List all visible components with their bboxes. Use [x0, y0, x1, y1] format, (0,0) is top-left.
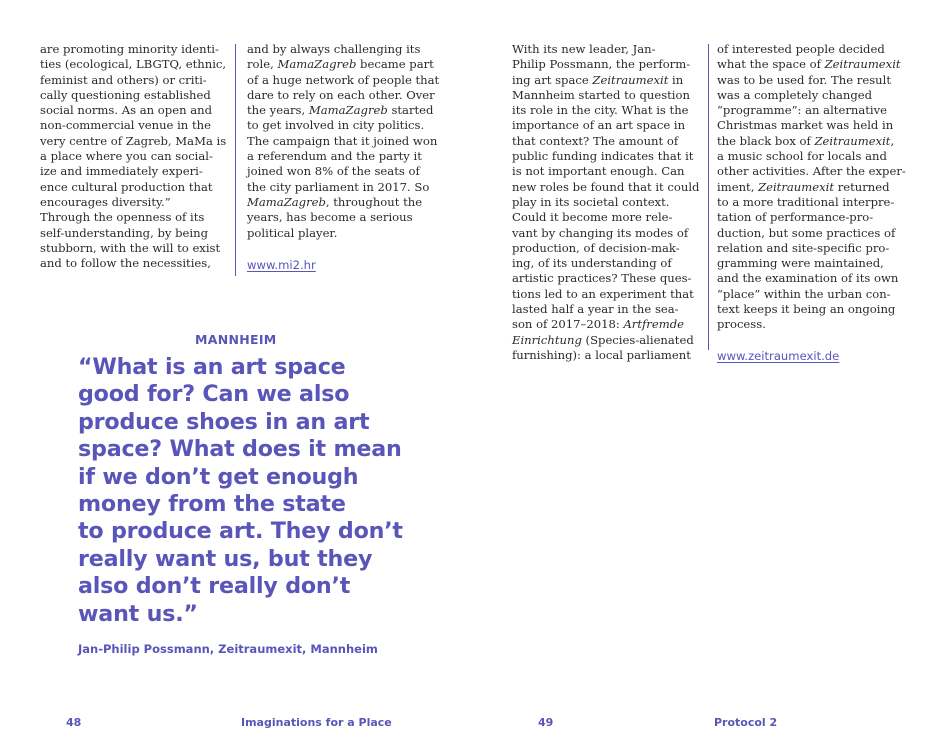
- text-run: a referendum and the party it: [247, 149, 422, 164]
- text-line: [512, 57, 699, 72]
- text-run: relation and site-specific pro-: [717, 240, 890, 255]
- text-run: tation of performance-pro-: [717, 210, 874, 225]
- text-run: gramming were maintained,: [717, 256, 884, 271]
- text-line: [512, 226, 699, 241]
- text-run: the city parliament in 2017. So: [247, 179, 430, 194]
- text-line: [717, 241, 906, 256]
- text-line: [717, 302, 906, 317]
- text-line: ize and immediately experi-: [40, 164, 203, 179]
- text-line: are promoting minority identi-: [40, 42, 219, 56]
- text-run: With its new leader, Jan-: [512, 42, 656, 56]
- text-line: [717, 103, 906, 118]
- text-run: furnishing): a local parliament: [512, 347, 691, 362]
- text-run: that context? The amount of: [512, 133, 679, 148]
- text-line: cally questioning established: [40, 87, 211, 102]
- italic-name: Zeitraumexit: [824, 57, 901, 72]
- text-line: [512, 348, 699, 363]
- text-run: tions led to an experiment that: [512, 286, 694, 301]
- text-run: was a completely changed: [717, 87, 873, 102]
- text-run: public funding indicates that it: [512, 149, 694, 164]
- text-line: social norms. As an open and: [40, 103, 213, 118]
- text-run: what the space of: [717, 57, 825, 72]
- text-line: want us.”: [78, 600, 198, 627]
- text-run: (Species-alienated: [581, 332, 694, 347]
- text-run: text keeps it being an ongoing: [717, 302, 896, 317]
- quote-attribution: Jan-Philip Possmann, Zeitraumexit, Mannheim: [78, 642, 378, 656]
- text-line: [512, 180, 699, 195]
- text-line: space? What does it mean: [78, 436, 402, 463]
- text-run: to get involved in city politics.: [247, 118, 425, 133]
- left-page-running-title: Imaginations for a Place: [241, 716, 392, 729]
- text-line: [512, 317, 699, 332]
- text-run: lasted half a year in the sea-: [512, 302, 679, 317]
- text-line: [247, 226, 439, 241]
- text-line: really want us, but they: [78, 545, 373, 572]
- text-line: [247, 118, 439, 133]
- text-run: political player.: [247, 225, 338, 240]
- text-run: is not important enough. Can: [512, 164, 685, 179]
- text-line: [512, 333, 699, 348]
- text-run: ing, of its understanding of: [512, 256, 672, 271]
- text-line: [247, 103, 439, 118]
- text-run: play in its societal context.: [512, 194, 670, 209]
- text-run: Mannheim started to question: [512, 87, 690, 102]
- text-line: [512, 271, 699, 286]
- text-line: [247, 42, 439, 57]
- text-line: [717, 180, 906, 195]
- text-line: ence cultural production that: [40, 179, 213, 194]
- right-page-column-rule: [708, 44, 709, 350]
- text-line: [247, 195, 439, 210]
- text-line: [717, 317, 906, 332]
- text-run: of interested people decided: [717, 42, 885, 56]
- text-line: self-understanding, by being: [40, 225, 208, 240]
- text-line: [717, 195, 906, 210]
- text-line: [247, 73, 439, 88]
- text-run: and by always challenging its: [247, 42, 421, 56]
- text-line: [512, 88, 699, 103]
- text-run: the black box of: [717, 133, 815, 148]
- text-run: duction, but some practices of: [717, 225, 896, 240]
- text-line: very centre of Zagreb, MaMa is: [40, 133, 227, 148]
- text-line: [247, 164, 439, 179]
- text-run: ing art space: [512, 72, 593, 87]
- text-line: feminist and others) or criti-: [40, 72, 207, 87]
- text-line: “What is an art space: [78, 354, 346, 380]
- text-line: non-commercial venue in the: [40, 118, 211, 133]
- text-line: [717, 210, 906, 225]
- text-line: [247, 88, 439, 103]
- text-line: [512, 73, 699, 88]
- right-page-number: 49: [538, 716, 554, 729]
- text-run: new roles be found that it could: [512, 179, 700, 194]
- italic-name: Zeitraumexit: [592, 72, 669, 87]
- text-line: [717, 226, 906, 241]
- text-line: [717, 134, 906, 149]
- text-line: [512, 134, 699, 149]
- text-run: was to be used for. The result: [717, 72, 891, 87]
- italic-name: Zeitraumexit: [758, 179, 835, 194]
- left-page-number: 48: [66, 716, 82, 729]
- italic-name: Zeitraumexit: [814, 133, 891, 148]
- zeitraumexit-link[interactable]: www.zeitraumexit.de: [717, 349, 840, 363]
- text-line: [512, 195, 699, 210]
- text-line: [717, 42, 906, 57]
- text-line: stubborn, with the will to exist: [40, 240, 221, 255]
- text-run: joined won 8% of the seats of: [247, 164, 420, 179]
- right-page-column-2: [717, 42, 906, 333]
- text-run: of a huge network of people that: [247, 72, 440, 87]
- text-run: Could it become more rele-: [512, 210, 673, 225]
- text-line: [512, 241, 699, 256]
- text-line: [247, 149, 439, 164]
- text-line: [717, 149, 906, 164]
- text-line: money from the state: [78, 491, 346, 518]
- text-line: Through the openness of its: [40, 210, 205, 225]
- text-line: [717, 88, 906, 103]
- text-line: to produce art. They don’t: [78, 518, 403, 545]
- text-line: and to follow the necessities,: [40, 256, 211, 271]
- text-run: years, has become a serious: [247, 210, 413, 225]
- text-line: ties (ecological, LBGTQ, ethnic,: [40, 57, 227, 72]
- left-page-column-1: [40, 42, 226, 271]
- text-line: [717, 256, 906, 271]
- text-run: became part: [356, 57, 434, 72]
- text-line: [512, 302, 699, 317]
- text-run: importance of an art space in: [512, 118, 686, 133]
- text-line: [717, 73, 906, 88]
- text-line: also don’t really don’t: [78, 573, 351, 600]
- text-run: production, of decision-mak-: [512, 240, 680, 255]
- italic-name: Artfremde: [623, 317, 684, 332]
- text-run: son of 2017–2018:: [512, 317, 624, 332]
- text-run: dare to rely on each other. Over: [247, 87, 435, 102]
- mi2-link[interactable]: www.mi2.hr: [247, 258, 316, 272]
- text-line: [247, 210, 439, 225]
- text-run: “place” within the urban con-: [717, 286, 891, 301]
- italic-name: Einrichtung: [512, 332, 582, 347]
- text-run: its role in the city. What is the: [512, 103, 689, 118]
- text-run: a music school for locals and: [717, 149, 887, 164]
- text-line: [512, 42, 699, 57]
- text-line: [717, 118, 906, 133]
- text-line: [512, 149, 699, 164]
- text-line: [717, 287, 906, 302]
- text-run: in: [668, 72, 684, 87]
- text-line: [512, 164, 699, 179]
- italic-name: MamaZagreb: [277, 57, 357, 72]
- text-line: [512, 103, 699, 118]
- text-run: The campaign that it joined won: [247, 133, 438, 148]
- text-line: [717, 271, 906, 286]
- text-run: Philip Possmann, the perform-: [512, 57, 691, 72]
- text-run: process.: [717, 317, 766, 332]
- text-run: role,: [247, 57, 278, 72]
- pull-quote: [78, 354, 403, 628]
- text-line: [247, 180, 439, 195]
- text-line: encourages diversity.”: [40, 194, 171, 209]
- text-line: [512, 256, 699, 271]
- text-run: the years,: [247, 103, 309, 118]
- text-line: [512, 210, 699, 225]
- text-run: other activities. After the exper-: [717, 164, 906, 179]
- right-page-running-title: Protocol 2: [714, 716, 778, 729]
- right-page-column-1: [512, 42, 699, 363]
- text-run: vant by changing its modes of: [512, 225, 689, 240]
- text-line: a place where you can social-: [40, 149, 213, 164]
- text-line: [717, 164, 906, 179]
- text-line: [247, 57, 439, 72]
- text-line: good for? Can we also: [78, 381, 350, 408]
- text-run: started: [387, 103, 434, 118]
- text-line: [717, 57, 906, 72]
- text-run: returned: [834, 179, 890, 194]
- text-line: [247, 134, 439, 149]
- text-run: to a more traditional interpre-: [717, 194, 895, 209]
- text-line: produce shoes in an art: [78, 408, 370, 435]
- text-run: and the examination of its own: [717, 271, 899, 286]
- section-label-mannheim: MANNHEIM: [195, 332, 277, 347]
- text-line: [512, 287, 699, 302]
- text-run: artistic practices? These ques-: [512, 271, 692, 286]
- italic-name: MamaZagreb: [247, 194, 326, 209]
- text-run: ,: [890, 133, 895, 148]
- text-run: “programme”: an alternative: [717, 103, 888, 118]
- text-run: , throughout the: [325, 194, 423, 209]
- text-line: if we don’t get enough: [78, 463, 359, 490]
- italic-name: MamaZagreb: [308, 103, 388, 118]
- text-run: Christmas market was held in: [717, 118, 894, 133]
- left-page-column-2: [247, 42, 439, 241]
- text-line: [512, 118, 699, 133]
- text-run: iment,: [717, 179, 759, 194]
- left-page-column-rule: [235, 44, 236, 276]
